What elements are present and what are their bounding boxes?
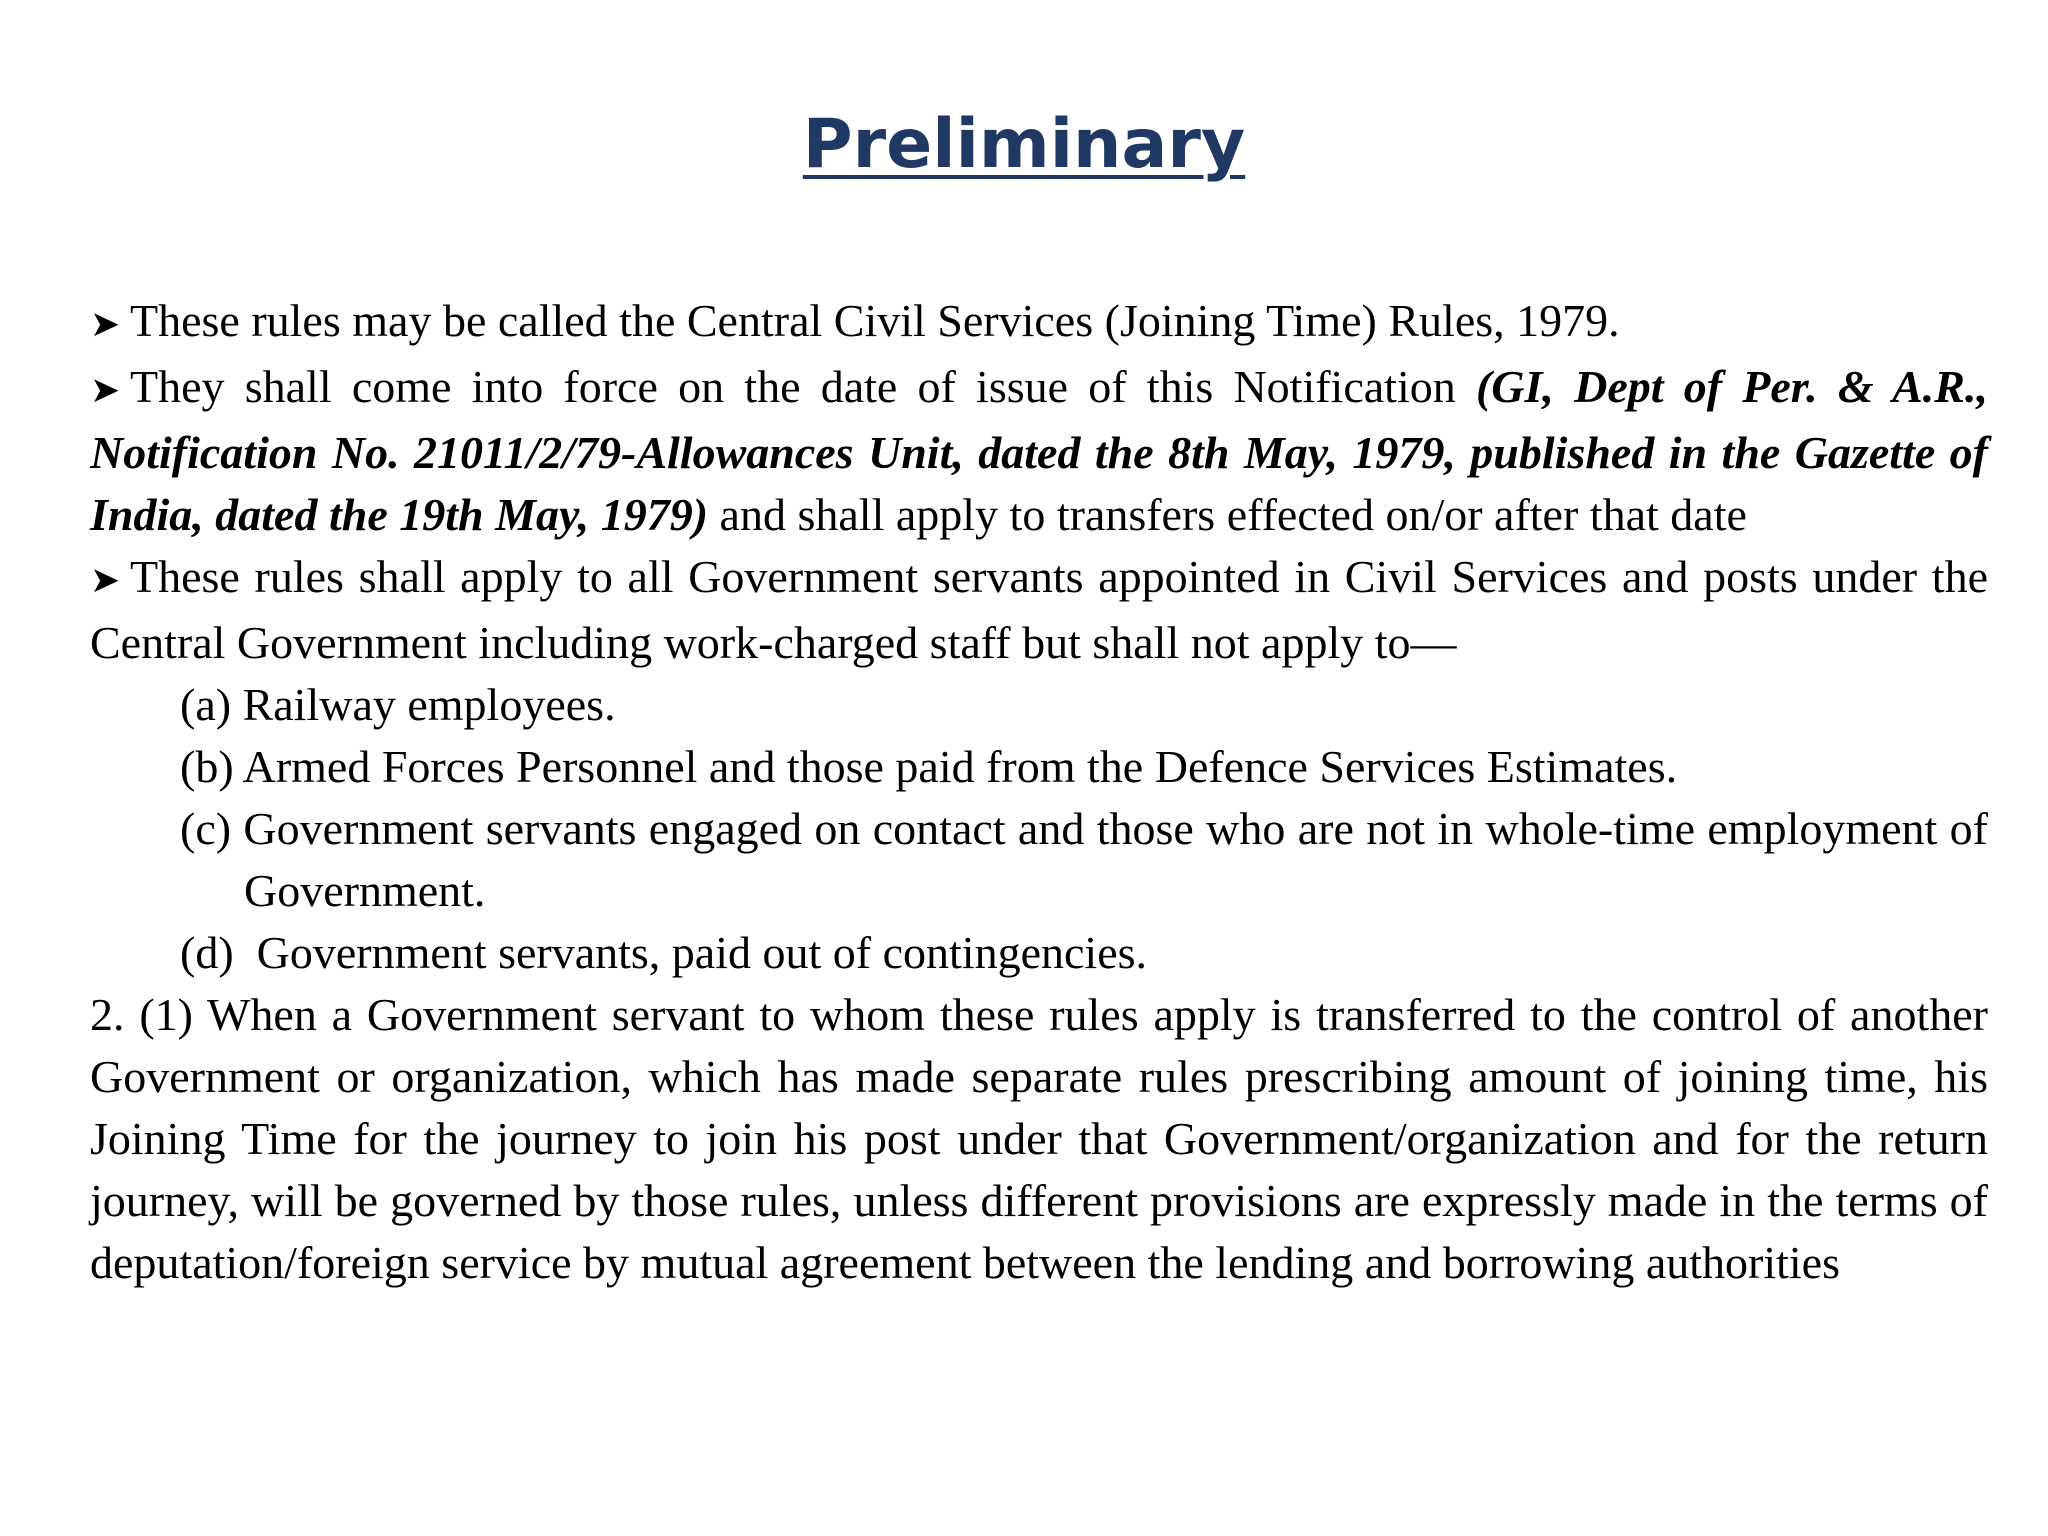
notification-citation: (GI, Dept of Per. & A.R., Notification No. 21011/2/79-Allowances Unit, dated the 8th May, 1979, published in the Gazette of India, dated the 19th May, 1979) (90, 361, 1988, 540)
exclusion-item-c (90, 798, 1988, 922)
exclusion-text: Government servants, paid out of contingencies. (256, 927, 1148, 978)
bullet-paragraph-short-title (90, 290, 1988, 356)
commencement-text-end: and shall apply to transfers effected on/or after that date (708, 489, 1747, 540)
arrow-bullet-icon: ➤ (90, 560, 121, 601)
arrow-bullet-icon: ➤ (90, 304, 121, 345)
exclusion-item-d (90, 922, 1988, 984)
application-text: These rules shall apply to all Government servants appointed in Civil Services and posts under the Central Government including work-charged staff but shall not apply to— (90, 551, 1988, 668)
exclusion-text: Government servants engaged on contact and those who are not in whole-time employment of Government. (243, 803, 1988, 916)
bullet-paragraph-application (90, 546, 1988, 674)
rules-body (90, 290, 1988, 1294)
commencement-text: They shall come into force on the date of issue of this Notification (130, 361, 1476, 412)
exclusion-item-b (90, 736, 1988, 798)
page-title-text: Preliminary (802, 105, 1246, 184)
bullet-paragraph-commencement (90, 356, 1988, 546)
page-title (0, 100, 2048, 190)
exclusion-label: (d) (180, 927, 234, 978)
exclusion-text: Armed Forces Personnel and those paid from the Defence Services Estimates. (242, 741, 1678, 792)
exclusion-label: (b) (180, 741, 234, 792)
short-title-text: These rules may be called the Central Civil Services (Joining Time) Rules, 1979. (130, 295, 1620, 346)
exclusion-label: (c) (180, 803, 232, 854)
rule-2-paragraph (90, 984, 1988, 1294)
exclusion-item-a (90, 674, 1988, 736)
rule-2-text: 2. (1) When a Government servant to whom these rules apply is transferred to the control of another Government or organization, which has made separate rules prescribing amount of joining time, his Joining Time for the journey to join his post under that Government/organization and for the return journey, will be governed by those rules, unless different provisions are expressly made in the terms of deputation/foreign service by mutual agreement between the lending and borrowing authorities (90, 989, 1988, 1288)
exclusion-label: (a) (180, 679, 232, 730)
arrow-bullet-icon: ➤ (90, 370, 121, 411)
exclusion-text: Railway employees. (242, 679, 616, 730)
